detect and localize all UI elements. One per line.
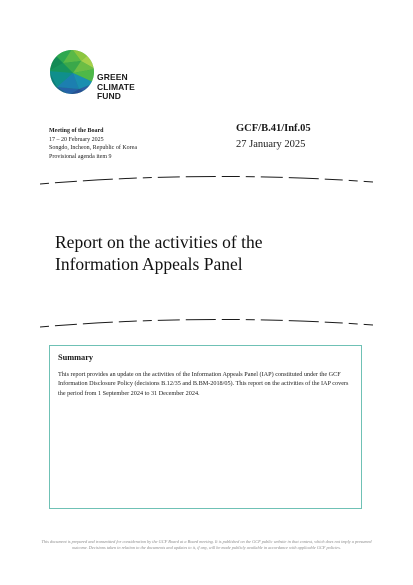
logo-line-green: GREEN (97, 72, 128, 82)
logo-line-climate: CLIMATE (97, 81, 135, 92)
title-line-2: Information Appeals Panel (55, 253, 243, 274)
document-reference (236, 122, 311, 154)
document-title (55, 232, 375, 275)
gcf-logo (49, 49, 149, 109)
summary-box (49, 345, 362, 509)
document-code: GCF/B.41/Inf.05 (236, 123, 311, 134)
summary-heading: Summary (58, 353, 94, 362)
wave-divider-top (40, 174, 373, 188)
meeting-location: Songdo, Incheon, Republic of Korea (49, 145, 137, 152)
logo-wordmark (97, 73, 135, 102)
meeting-dates: 17 – 20 February 2025 (49, 136, 104, 143)
title-line-1: Report on the activities of the (55, 232, 263, 252)
document-date: 27 January 2025 (236, 139, 306, 150)
globe-logo-icon (49, 49, 95, 95)
summary-text: This report provides an update on the activities of the Information Appeals Panel (IAP) constituted under the GCF Information Disclosure Policy (decisions B.12/35 and B.BM-2018/05). This report on the activities of the IAP covers the period from 1 September 2024 to 31 December 2024. (58, 371, 349, 397)
meeting-agenda-item: Provisional agenda item 9 (49, 153, 112, 160)
wave-divider-bottom (40, 317, 373, 331)
meeting-info (49, 127, 189, 161)
logo-line-fund: FUND (97, 91, 122, 101)
disclaimer-footer: This document is prepared and transmitted for consideration by the GCF Board at a Board meeting. It is published on the GCF public website in that context, which does not imply a presumed outcome. Decisions taken in relation to the documents and updates to it, if any, will be made publicly available in accordance with applicable GCF policies. (41, 539, 372, 551)
meeting-title: Meeting of the Board (49, 128, 104, 134)
